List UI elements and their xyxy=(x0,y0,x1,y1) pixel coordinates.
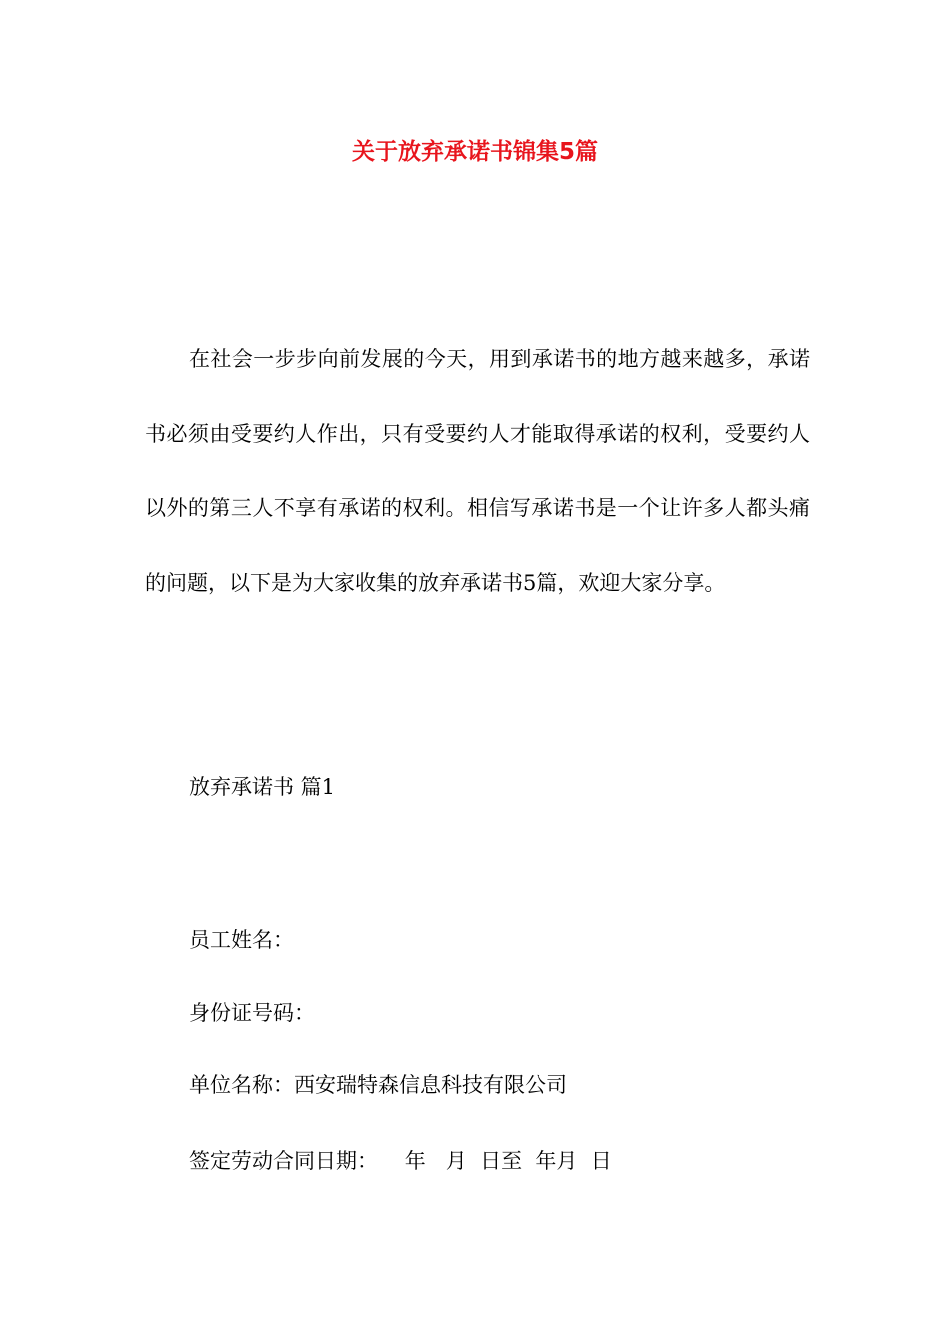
intro-paragraph: 在社会一步步向前发展的今天，用到承诺书的地方越来越多，承诺书必须由受要约人作出，只有受要约人才能取得承诺的权利，受要约人以外的第三人不享有承诺的权利。相信写承诺书是一个让许多人都头痛的问题，以下是为大家收集的放弃承诺书5篇，欢迎大家分享。 xyxy=(145,347,810,595)
employee-name-field: 员工姓名： xyxy=(189,928,294,952)
section-heading: 放弃承诺书 篇1 xyxy=(189,775,336,799)
unit-name-field: 单位名称：西安瑞特森信息科技有限公司 xyxy=(189,1073,567,1097)
contract-date-field: 签定劳动合同日期： 年 月 日至 年月 日 xyxy=(189,1149,612,1173)
document-title: 关于放弃承诺书锦集5篇 xyxy=(351,139,598,165)
id-number-field: 身份证号码： xyxy=(189,1001,315,1025)
